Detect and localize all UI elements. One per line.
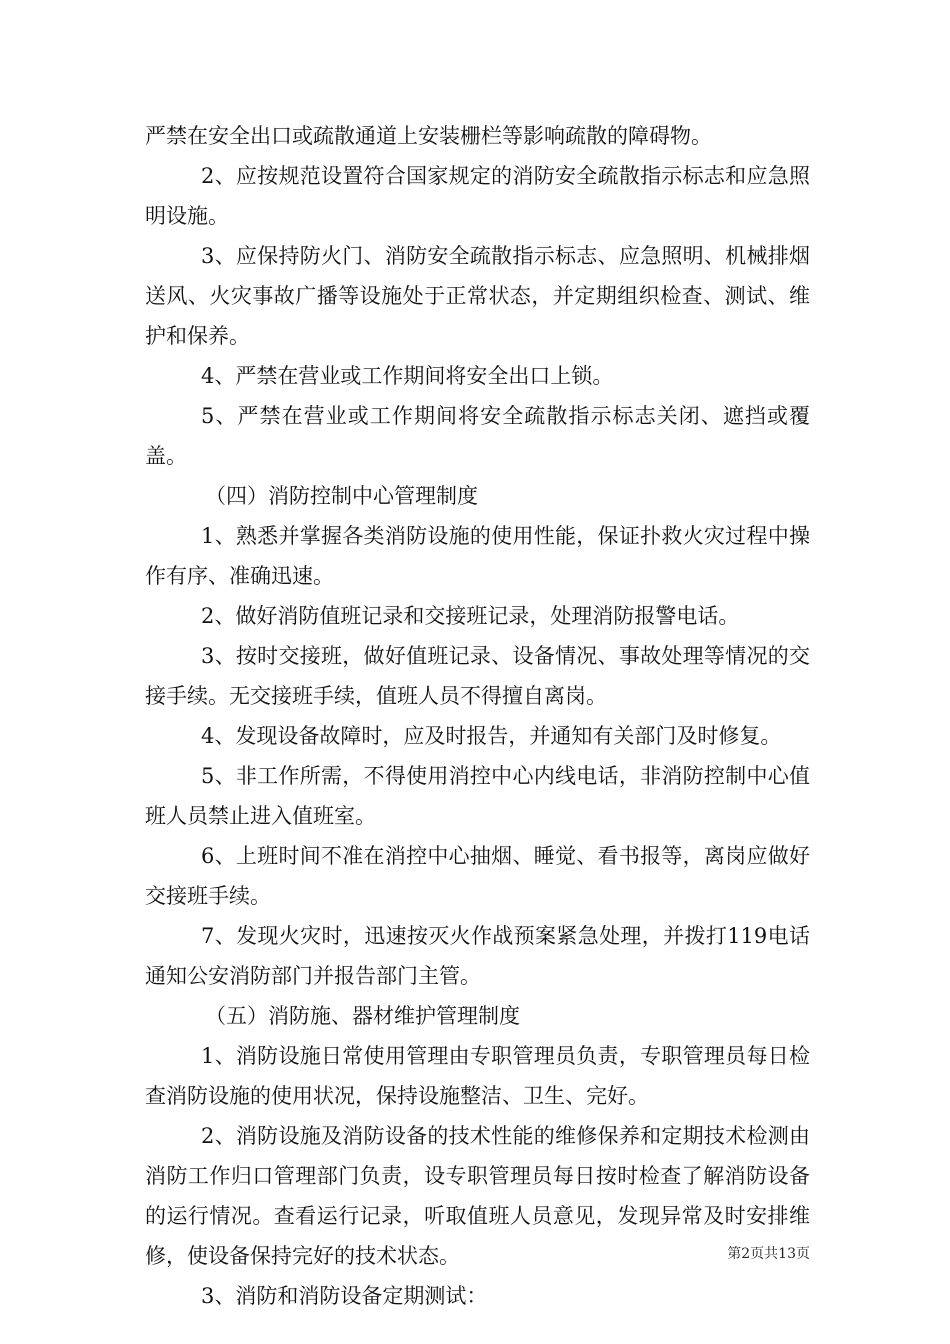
paragraph: 严禁在安全出口或疏散通道上安装栅栏等影响疏散的障碍物。: [145, 124, 712, 148]
page-number: 第2页共13页: [727, 1246, 810, 1262]
paragraph: 5、非工作所需，不得使用消控中心内线电话，非消防控制中心值班人员禁止进入值班室。: [145, 764, 810, 828]
paragraph: 3、按时交接班，做好值班记录、设备情况、事故处理等情况的交接手续。无交接班手续，值班人员不得擅自离岗。: [145, 644, 810, 708]
paragraph: 2、做好消防值班记录和交接班记录，处理消防报警电话。: [201, 604, 740, 628]
paragraph: 6、上班时间不准在消控中心抽烟、睡觉、看书报等，离岗应做好交接班手续。: [145, 844, 810, 908]
paragraph: 1、熟悉并掌握各类消防设施的使用性能，保证扑救火灾过程中操作有序、准确迅速。: [145, 524, 810, 588]
paragraph: 1、消防设施日常使用管理由专职管理员负责，专职管理员每日检查消防设施的使用状况，保持设施整洁、卫生、完好。: [145, 1044, 810, 1108]
paragraph: 3、消防和消防设备定期测试：: [201, 1284, 488, 1308]
section-heading: （五）消防施、器材维护管理制度: [205, 1004, 520, 1028]
paragraph: 3、应保持防火门、消防安全疏散指示标志、应急照明、机械排烟送风、火灾事故广播等设施处于正常状态，并定期组织检查、测试、维护和保养。: [145, 244, 810, 348]
paragraph: 2、应按规范设置符合国家规定的消防安全疏散指示标志和应急照明设施。: [145, 164, 810, 228]
paragraph: 5、严禁在营业或工作期间将安全疏散指示标志关闭、遮挡或覆盖。: [145, 404, 810, 468]
document-body: [145, 116, 810, 1316]
paragraph: 4、严禁在营业或工作期间将安全出口上锁。: [201, 364, 614, 388]
section-heading: （四）消防控制中心管理制度: [205, 484, 478, 508]
paragraph: 2、消防设施及消防设备的技术性能的维修保养和定期技术检测由消防工作归口管理部门负责，设专职管理员每日按时检查了解消防设备的运行情况。查看运行记录，听取值班人员意见，发现异常及时安排维修，使设备保持完好的技术状态。: [145, 1124, 810, 1268]
paragraph: 4、发现设备故障时，应及时报告，并通知有关部门及时修复。: [201, 724, 782, 748]
paragraph: 7、发现火灾时，迅速按灭火作战预案紧急处理，并拨打119电话通知公安消防部门并报告部门主管。: [145, 924, 810, 988]
